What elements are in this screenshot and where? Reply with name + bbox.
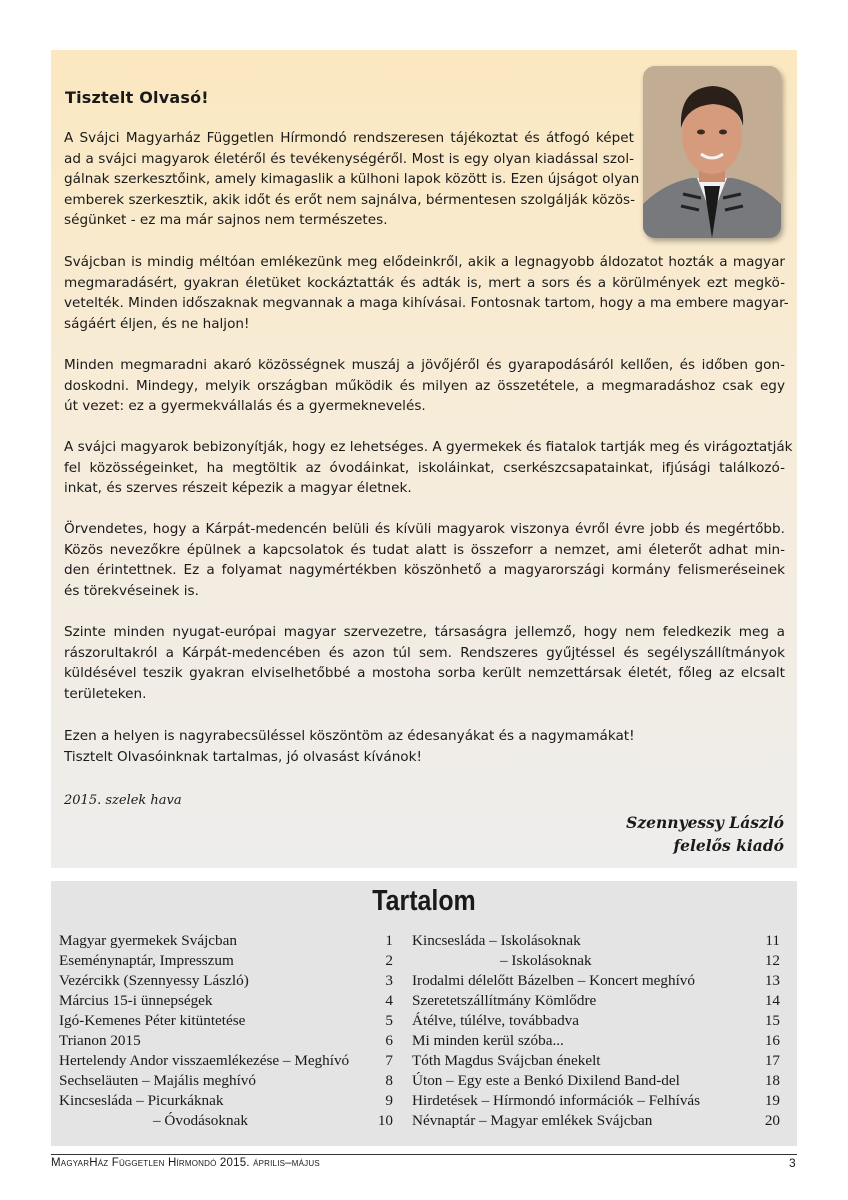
toc-entry-page: 7 [385, 1052, 393, 1069]
toc-entry [412, 931, 780, 951]
letter-date: 2015. szelek hava [64, 793, 182, 808]
toc-entry-page: 9 [385, 1092, 393, 1109]
toc-entry [412, 1011, 780, 1031]
toc-entry-title: Eseménynaptár, Impresszum [59, 952, 234, 969]
paragraph-1: A Svájci Magyarház Független Hírmondó rendszeresen tájékoztat és átfogó képet ad a svájci magyarok életéről és tevékenységéről. Most is egy olyan kiadással szol- gálnak szerkesztőink, amely kimagaslik a külhoni lapok között is. Ezen újságot olyan emberek szerkesztik, akik időt és erőt nem sajnálva, bérmentesen szolgálják közös- ségünket - ez ma már sajnos nem természetes. [64, 130, 640, 228]
signature-name: Szennyessy László [626, 813, 784, 832]
footer-publication: MagyarHáz Független Hírmondó 2015. április–május [51, 1157, 320, 1169]
toc-entry-title: Hirdetések – Hírmondó információk – Felhívás [412, 1092, 701, 1109]
toc-entry [412, 991, 780, 1011]
toc-entry-page: 19 [764, 1092, 780, 1109]
toc-entry-title: Irodalmi délelőtt Bázelben – Koncert meghívó [412, 972, 695, 989]
editor-portrait-photo [643, 66, 781, 238]
toc-entry [59, 951, 393, 971]
toc-entry-page: 2 [385, 952, 393, 969]
toc-entry [412, 1051, 780, 1071]
toc-entry [59, 1091, 393, 1111]
paragraph-2: Svájcban is mindig méltóan emlékezünk meg elődeinkről, akik a legnagyobb áldozatot hozták a magyar megmaradásért, gyakran életüket kockáztatták és adták is, mert a sors és a körülmények ezt megkö- vetelték. Minden időszaknak megvannak a maga kihívásai. Fontosnak tartom, hogy a ma embere magyar- ságáért éljen, és ne haljon! [64, 254, 789, 332]
toc-entry-title: Kincsesláda – Iskolásoknak [412, 932, 581, 949]
toc-entry [412, 971, 780, 991]
toc-entry [59, 1031, 393, 1051]
toc-entry-title: Magyar gyermekek Svájcban [59, 932, 237, 949]
paragraph-7: Ezen a helyen is nagyrabecsüléssel köszöntöm az édesanyákat és a nagymamákat! Tisztelt Olvasóinknak tartalmas, jó olvasást kívánok! [64, 728, 635, 765]
footer-divider [51, 1154, 797, 1155]
paragraph-4: A svájci magyarok bebizonyítják, hogy ez lehetséges. A gyermekek és fiatalok tartják meg és virágoztatják fel közösségeinket, ha megtöltik az óvodáinkat, iskoláinkat, cserkészcsapatainkat, ifjúsági találkozó- inkat, és szerves részeit képezik a magyar életnek. [64, 439, 793, 496]
toc-entry [59, 1111, 393, 1131]
toc-title: Tartalom [372, 885, 476, 917]
toc-entry-page: 10 [377, 1112, 393, 1129]
editorial-box [51, 50, 797, 868]
toc-entry-page: 11 [765, 932, 780, 949]
paragraph-3: Minden megmaradni akaró közösségnek muszáj a jövőjéről és gyarapodásáról kellően, és időben gon- doskodni. Mindegy, melyik országban működik és milyen az összetétele, a megmaradáshoz csak egy út vezet: ez a gyermekvállalás és a gyermeknevelés. [64, 357, 785, 414]
toc-entry-title: Sechseläuten – Majális meghívó [59, 1072, 256, 1089]
toc-entry [412, 1031, 780, 1051]
toc-entry-page: 5 [385, 1012, 393, 1029]
toc-entry [412, 1071, 780, 1091]
toc-entry [59, 971, 393, 991]
paragraph-5: Örvendetes, hogy a Kárpát-medencén belüli és kívüli magyarok viszonya évről évre jobb és megértőbb. Közös nevezőkre épülnek a kapcsolatok és tudat alatt is összeforr a nemzet, ami életerőt adhat min- den érintettnek. Ez a folyamat nagymértékben köszönhető a magyarországi kormány felismeréseinek és törekvéseinek is. [64, 521, 785, 599]
toc-entry-page: 20 [764, 1112, 780, 1129]
toc-entry-title: Átélve, túlélve, továbbadva [412, 1012, 580, 1029]
table-of-contents [51, 881, 797, 1146]
toc-entry-title: Névnaptár – Magyar emlékek Svájcban [412, 1112, 653, 1129]
toc-entry-page: 16 [764, 1032, 780, 1049]
toc-entry [412, 951, 780, 971]
toc-entry-title: Mi minden kerül szóba... [412, 1032, 564, 1049]
toc-entry-page: 15 [764, 1012, 780, 1029]
toc-entry-title: – Iskolásoknak [500, 952, 592, 969]
toc-entry-title: Vezércikk (Szennyessy László) [59, 972, 249, 989]
toc-entry-title: Szeretetszállítmány Kömlődre [412, 992, 597, 1009]
footer-page-number: 3 [789, 1156, 796, 1170]
toc-entry-page: 1 [385, 932, 393, 949]
toc-entry [59, 1071, 393, 1091]
toc-entry-page: 17 [764, 1052, 780, 1069]
toc-entry-title: Kincsesláda – Picurkáknak [59, 1092, 224, 1109]
toc-entry-title: Úton – Egy este a Benkó Dixilend Band-del [412, 1072, 680, 1089]
toc-left-column [59, 931, 393, 1131]
toc-entry-title: Hertelendy Andor visszaemlékezése – Meghívó [59, 1052, 350, 1069]
toc-entry-page: 3 [385, 972, 393, 989]
toc-entry-page: 4 [385, 992, 393, 1009]
toc-entry [412, 1091, 780, 1111]
toc-entry-page: 12 [764, 952, 780, 969]
signature-role: felelős kiadó [673, 836, 784, 855]
paragraph-6: Szinte minden nyugat-európai magyar szervezetre, társaságra jellemző, hogy nem feledkezik meg a rászorultakról a Kárpát-medencében és azon túl sem. Rendszeres gyűjtéssel és segélyszállítmányok küldésével teszik gyakran elviselhetőbbé a mostoha sorba került nemzettársak életét, főleg az elcsalt területeken. [64, 624, 785, 702]
toc-entry-page: 8 [385, 1072, 393, 1089]
toc-right-column [412, 931, 780, 1131]
toc-entry-page: 18 [764, 1072, 780, 1089]
toc-entry [412, 1111, 780, 1131]
toc-entry [59, 1051, 393, 1071]
toc-entry-title: Március 15-i ünnepségek [59, 992, 213, 1009]
toc-entry [59, 991, 393, 1011]
toc-entry-title: – Óvodásoknak [153, 1112, 248, 1129]
toc-entry-title: Tóth Magdus Svájcban énekelt [412, 1052, 601, 1069]
toc-entry-title: Trianon 2015 [59, 1032, 141, 1049]
toc-entry-page: 6 [385, 1032, 393, 1049]
toc-entry-title: Igó-Kemenes Péter kitüntetése [59, 1012, 246, 1029]
toc-entry [59, 1011, 393, 1031]
toc-entry-page: 13 [764, 972, 780, 989]
greeting-heading: Tisztelt Olvasó! [65, 88, 209, 107]
toc-entry [59, 931, 393, 951]
toc-entry-page: 14 [764, 992, 780, 1009]
